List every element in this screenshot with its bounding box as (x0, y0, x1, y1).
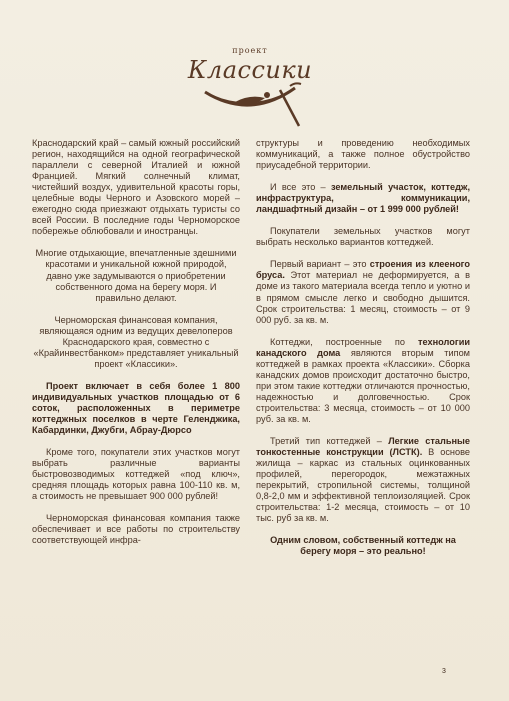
price-paragraph (256, 182, 470, 215)
closing-bold: Одним словом, собственный коттедж на берегу моря – это реально! (270, 535, 456, 557)
project-scope-paragraph (32, 381, 240, 436)
page-number: 3 (442, 668, 446, 675)
logo-project-label: проект (232, 46, 268, 55)
options-paragraph: Покупатели земельных участков могут выбрать несколько вариантов коттеджей. (256, 226, 470, 248)
infrastructure-continued: структуры и проведению необходимых коммуникаций, а также полное обустройство приусадебной территории. (256, 138, 470, 171)
canadian-house-paragraph (256, 337, 470, 425)
logo-title: Классики (187, 56, 313, 84)
lstk-rest: В основе жилища – каркас из стальных оцинкованных профилей, перегородок, межэтажных перекрытий, стропильной системы, толщиной 0,8-2,0 мм и эффективной теплоизоляцией. Срок строительства: 1-2 месяца, стоимость – от 10 тыс. руб за кв. м. (256, 447, 470, 524)
lstk-paragraph (256, 436, 470, 524)
price-bold: земельный участок, коттедж, инфраструктура, коммуникации, ландшафтный дизайн – от 1 999 000 рублей! (256, 182, 470, 215)
lstk-bold: Легкие стальные тонкостенные конструкции (ЛСТК). (256, 436, 470, 458)
right-column (256, 138, 470, 569)
glued-timber-bold: строения из клееного бруса. (256, 259, 471, 281)
company-paragraph: Черноморская финансовая компания, являющаяся одним из ведущих девелоперов Краснодарского края, совместно с «Крайинвестбанком» представляет уникальный проект «Классики». (33, 314, 239, 369)
glued-timber-lead: Первый вариант – это (270, 259, 370, 270)
glued-timber-rest: Этот материал не деформируется, а в доме из такого материала всегда тепло и уютно и в прямом смысле легко и свободно дышится. Срок строительства: 1 месяц, стоимость – от 9 000 руб. за кв. м. (256, 270, 470, 325)
klassiki-logo (150, 30, 350, 130)
closing-paragraph (256, 535, 470, 557)
left-column (32, 138, 240, 558)
canadian-rest: являются вторым типом коттеджей в рамках проекта «Классики». Сборка канадских домов происходит достаточно быстро, при этом такие коттеджи отличаются прочностью, надежностью и долговечностью. Срок строительства: 3 месяца, стоимость – от 10 000 руб. за кв. м. (256, 347, 470, 424)
lstk-lead: Третий тип коттеджей – (270, 436, 389, 447)
hammock-figure-icon (195, 80, 305, 130)
project-scope-bold: Проект включает в себя более 1 800 индивидуальных участков площадью от 6 соток, расположенных в периметре коттеджных поселков в черте Геленджика, Кабардинки, Джубги, Абрау-Дюрсо (32, 380, 240, 436)
vacationers-paragraph: Многие отдыхающие, впечатленные здешними красотами и уникальной южной природой, давно уже задумываются о приобретении собственного дома на берегу моря. И правильно делают. (35, 248, 237, 303)
glued-timber-paragraph (256, 259, 470, 325)
turnkey-paragraph: Кроме того, покупатели этих участков могут выбрать различные варианты быстровозводимых коттеджей «под ключ», средняя площадь которых равна 100-110 кв. м, а стоимость не превышает 900 000 рублей! (32, 447, 240, 502)
infrastructure-paragraph: Черноморская финансовая компания также обеспечивает и все работы по строительству соответствующей инфра- (32, 513, 240, 546)
canadian-bold: технологии канадского дома (256, 336, 470, 358)
intro-paragraph: Краснодарский край – самый южный российский регион, находящийся на одной географической параллели с северной Италией и южной Францией. Мягкий солнечный климат, чистейший воздух, удивительной красоты горы, целебные воды Черного и Азовского морей – ежегодно сюда приезжают отдыхать туристы со всей России. В последние годы Черноморское побережье облюбовали и иностранцы. (32, 138, 240, 237)
price-lead: И все это – (270, 182, 331, 193)
canadian-lead: Коттеджи, построенные по (270, 336, 419, 347)
